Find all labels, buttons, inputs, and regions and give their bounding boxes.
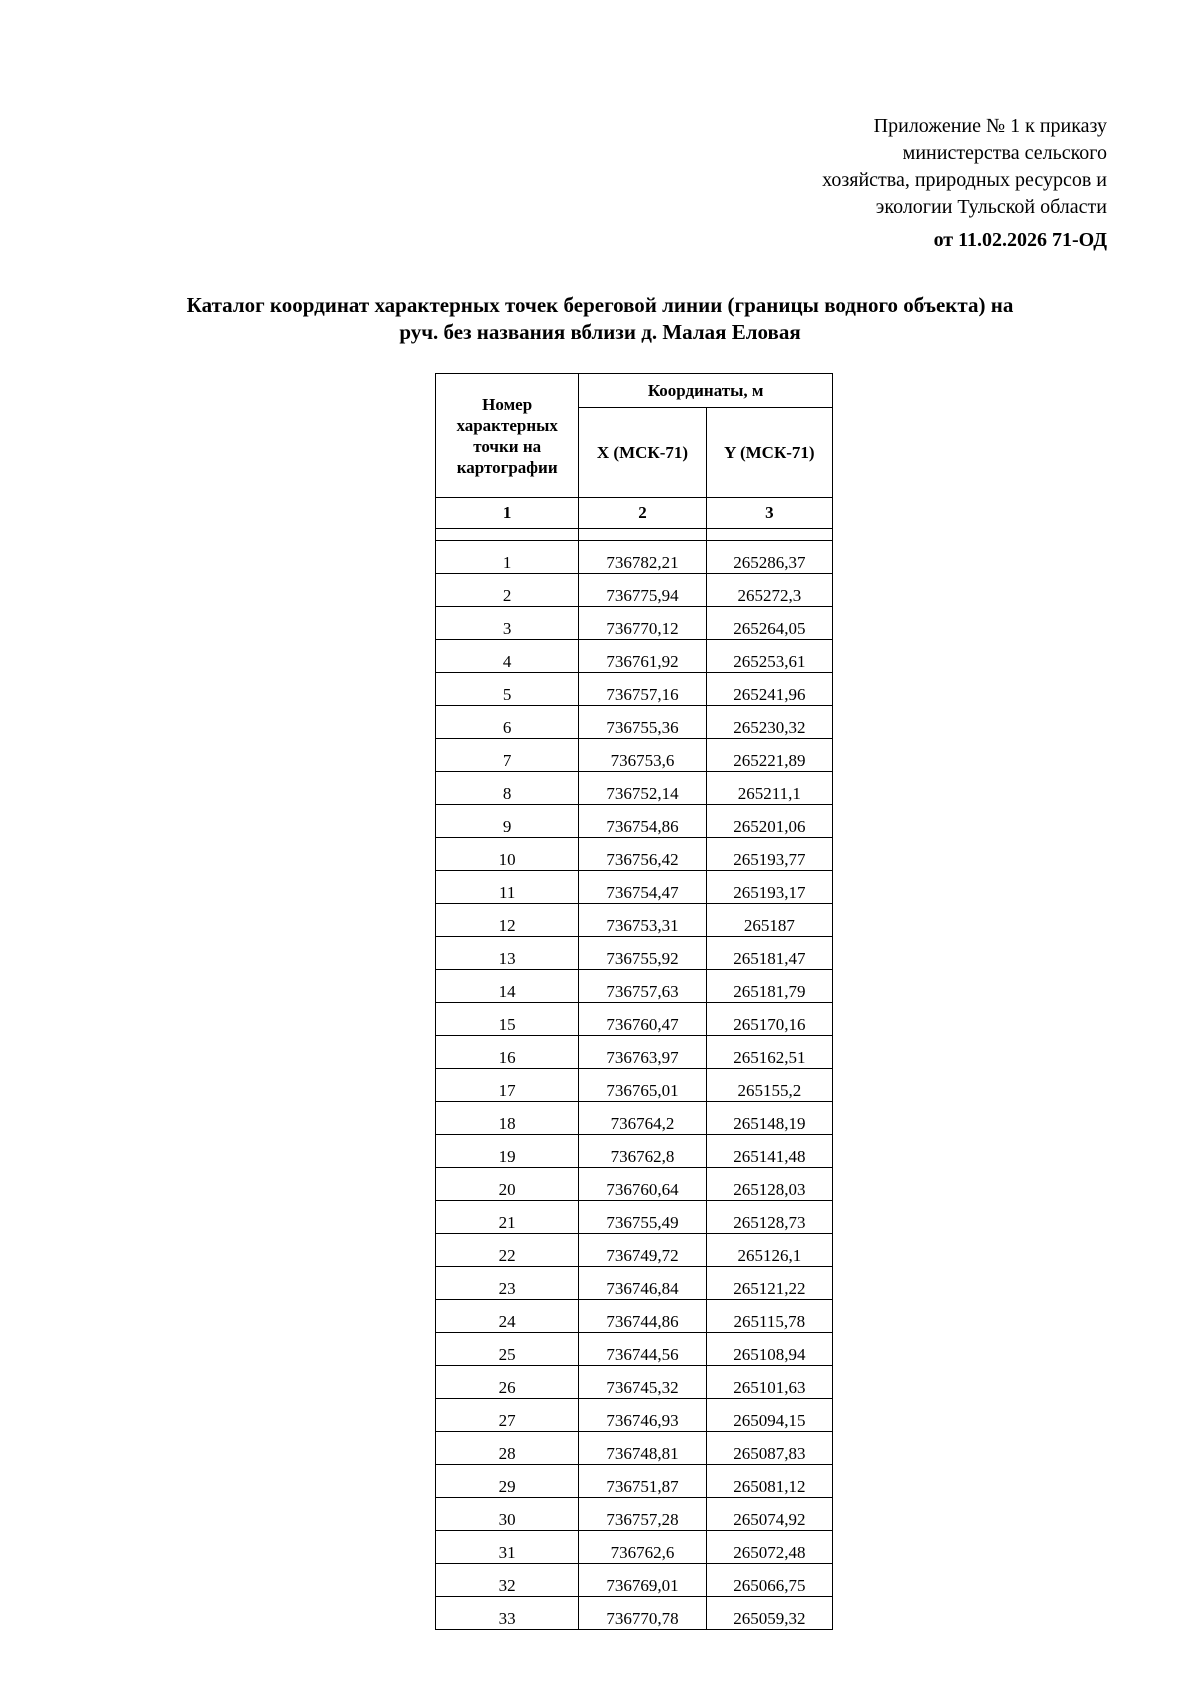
point-number-cell: 2 <box>436 574 579 607</box>
x-coordinate-cell: 736764,2 <box>579 1102 706 1135</box>
point-number-cell: 31 <box>436 1531 579 1564</box>
point-number-cell: 1 <box>436 541 579 574</box>
table-row <box>436 1003 833 1036</box>
x-coordinate-cell: 736757,16 <box>579 673 706 706</box>
point-number-cell: 10 <box>436 838 579 871</box>
y-coordinate-cell: 265162,51 <box>706 1036 832 1069</box>
x-coordinate-cell: 736745,32 <box>579 1366 706 1399</box>
point-number-cell: 30 <box>436 1498 579 1531</box>
header-point-number: Номер характерных точки на картографии <box>436 374 579 498</box>
table-row <box>436 838 833 871</box>
table-row <box>436 673 833 706</box>
appendix-block <box>687 113 1107 254</box>
y-coordinate-cell: 265101,63 <box>706 1366 832 1399</box>
table-row <box>436 1597 833 1630</box>
point-number-cell: 3 <box>436 607 579 640</box>
y-coordinate-cell: 265253,61 <box>706 640 832 673</box>
point-number-cell: 25 <box>436 1333 579 1366</box>
point-number-cell: 6 <box>436 706 579 739</box>
x-coordinate-cell: 736755,92 <box>579 937 706 970</box>
x-coordinate-cell: 736760,47 <box>579 1003 706 1036</box>
table-row <box>436 739 833 772</box>
y-coordinate-cell: 265241,96 <box>706 673 832 706</box>
x-coordinate-cell: 736761,92 <box>579 640 706 673</box>
y-coordinate-cell: 265181,79 <box>706 970 832 1003</box>
point-number-cell: 5 <box>436 673 579 706</box>
y-coordinate-cell: 265211,1 <box>706 772 832 805</box>
y-coordinate-cell: 265193,17 <box>706 871 832 904</box>
y-coordinate-cell: 265081,12 <box>706 1465 832 1498</box>
y-coordinate-cell: 265128,73 <box>706 1201 832 1234</box>
x-coordinate-cell: 736744,56 <box>579 1333 706 1366</box>
table-row <box>436 1135 833 1168</box>
y-coordinate-cell: 265087,83 <box>706 1432 832 1465</box>
x-coordinate-cell: 736755,36 <box>579 706 706 739</box>
y-coordinate-cell: 265066,75 <box>706 1564 832 1597</box>
appendix-line: Приложение № 1 к приказу <box>873 115 1107 137</box>
x-coordinate-cell: 736782,21 <box>579 541 706 574</box>
point-number-cell: 22 <box>436 1234 579 1267</box>
x-coordinate-cell: 736762,6 <box>579 1531 706 1564</box>
y-coordinate-cell: 265286,37 <box>706 541 832 574</box>
y-coordinate-cell: 265072,48 <box>706 1531 832 1564</box>
x-coordinate-cell: 736746,84 <box>579 1267 706 1300</box>
document-title-line-2: руч. без названия вблизи д. Малая Еловая <box>399 320 801 344</box>
table-row <box>436 1168 833 1201</box>
y-coordinate-cell: 265121,22 <box>706 1267 832 1300</box>
x-coordinate-cell: 736748,81 <box>579 1432 706 1465</box>
x-coordinate-cell: 736753,31 <box>579 904 706 937</box>
coordinates-table <box>435 373 833 1630</box>
table-row <box>436 904 833 937</box>
table-row <box>436 937 833 970</box>
x-coordinate-cell: 736746,93 <box>579 1399 706 1432</box>
point-number-cell: 12 <box>436 904 579 937</box>
order-number: от 11.02.2026 71-ОД <box>933 229 1107 251</box>
point-number-cell: 11 <box>436 871 579 904</box>
point-number-cell: 29 <box>436 1465 579 1498</box>
x-coordinate-cell: 736749,72 <box>579 1234 706 1267</box>
y-coordinate-cell: 265193,77 <box>706 838 832 871</box>
point-number-cell: 19 <box>436 1135 579 1168</box>
x-coordinate-cell: 736770,78 <box>579 1597 706 1630</box>
point-number-cell: 17 <box>436 1069 579 1102</box>
y-coordinate-cell: 265170,16 <box>706 1003 832 1036</box>
point-number-cell: 4 <box>436 640 579 673</box>
appendix-line: министерства сельского <box>902 142 1107 164</box>
x-coordinate-cell: 736752,14 <box>579 772 706 805</box>
table-row <box>436 1201 833 1234</box>
appendix-line: экологии Тульской области <box>875 196 1107 218</box>
x-coordinate-cell: 736751,87 <box>579 1465 706 1498</box>
x-coordinate-cell: 736762,8 <box>579 1135 706 1168</box>
y-coordinate-cell: 265141,48 <box>706 1135 832 1168</box>
x-coordinate-cell: 736775,94 <box>579 574 706 607</box>
x-coordinate-cell: 736769,01 <box>579 1564 706 1597</box>
point-number-cell: 15 <box>436 1003 579 1036</box>
table-row <box>436 1399 833 1432</box>
point-number-cell: 23 <box>436 1267 579 1300</box>
table-row <box>436 607 833 640</box>
point-number-cell: 24 <box>436 1300 579 1333</box>
point-number-cell: 13 <box>436 937 579 970</box>
table-row <box>436 1300 833 1333</box>
column-number: 1 <box>436 498 579 529</box>
y-coordinate-cell: 265148,19 <box>706 1102 832 1135</box>
spacer-row <box>436 529 833 541</box>
x-coordinate-cell: 736756,42 <box>579 838 706 871</box>
table-row <box>436 1036 833 1069</box>
x-coordinate-cell: 736754,47 <box>579 871 706 904</box>
x-coordinate-cell: 736763,97 <box>579 1036 706 1069</box>
appendix-line: хозяйства, природных ресурсов и <box>822 169 1107 191</box>
table-row <box>436 1102 833 1135</box>
table-row <box>436 541 833 574</box>
header-coordinates: Координаты, м <box>579 374 833 408</box>
y-coordinate-cell: 265108,94 <box>706 1333 832 1366</box>
y-coordinate-cell: 265221,89 <box>706 739 832 772</box>
point-number-cell: 9 <box>436 805 579 838</box>
y-coordinate-cell: 265074,92 <box>706 1498 832 1531</box>
point-number-cell: 33 <box>436 1597 579 1630</box>
x-coordinate-cell: 736754,86 <box>579 805 706 838</box>
y-coordinate-cell: 265201,06 <box>706 805 832 838</box>
x-coordinate-cell: 736760,64 <box>579 1168 706 1201</box>
y-coordinate-cell: 265115,78 <box>706 1300 832 1333</box>
x-coordinate-cell: 736757,28 <box>579 1498 706 1531</box>
table-row <box>436 772 833 805</box>
header-x: X (МСК-71) <box>579 408 706 498</box>
point-number-cell: 8 <box>436 772 579 805</box>
y-coordinate-cell: 265230,32 <box>706 706 832 739</box>
table-row <box>436 640 833 673</box>
column-number-row <box>436 498 833 529</box>
table-row <box>436 1564 833 1597</box>
y-coordinate-cell: 265181,47 <box>706 937 832 970</box>
point-number-cell: 27 <box>436 1399 579 1432</box>
y-coordinate-cell: 265094,15 <box>706 1399 832 1432</box>
document-title-line-1: Каталог координат характерных точек береговой линии (границы водного объекта) на <box>186 293 1014 317</box>
table-row <box>436 1333 833 1366</box>
table-row <box>436 970 833 1003</box>
document-title <box>130 292 1070 346</box>
table-row <box>436 1366 833 1399</box>
table-row <box>436 706 833 739</box>
table-row <box>436 1234 833 1267</box>
point-number-cell: 16 <box>436 1036 579 1069</box>
table-row <box>436 1267 833 1300</box>
spacer-cell <box>436 529 579 541</box>
table-row <box>436 1465 833 1498</box>
x-coordinate-cell: 736757,63 <box>579 970 706 1003</box>
y-coordinate-cell: 265155,2 <box>706 1069 832 1102</box>
y-coordinate-cell: 265187 <box>706 904 832 937</box>
point-number-cell: 26 <box>436 1366 579 1399</box>
point-number-cell: 14 <box>436 970 579 1003</box>
table-row <box>436 1498 833 1531</box>
y-coordinate-cell: 265126,1 <box>706 1234 832 1267</box>
table-body <box>436 541 833 1630</box>
point-number-cell: 18 <box>436 1102 579 1135</box>
x-coordinate-cell: 736744,86 <box>579 1300 706 1333</box>
spacer-cell <box>579 529 706 541</box>
table-row <box>436 574 833 607</box>
table-row <box>436 1432 833 1465</box>
column-number: 3 <box>706 498 832 529</box>
x-coordinate-cell: 736770,12 <box>579 607 706 640</box>
point-number-cell: 21 <box>436 1201 579 1234</box>
point-number-cell: 20 <box>436 1168 579 1201</box>
table-row <box>436 871 833 904</box>
point-number-cell: 7 <box>436 739 579 772</box>
column-number: 2 <box>579 498 706 529</box>
spacer-cell <box>706 529 832 541</box>
y-coordinate-cell: 265272,3 <box>706 574 832 607</box>
point-number-cell: 32 <box>436 1564 579 1597</box>
x-coordinate-cell: 736753,6 <box>579 739 706 772</box>
table-row <box>436 805 833 838</box>
y-coordinate-cell: 265128,03 <box>706 1168 832 1201</box>
table-row <box>436 1069 833 1102</box>
x-coordinate-cell: 736765,01 <box>579 1069 706 1102</box>
table-row <box>436 1531 833 1564</box>
y-coordinate-cell: 265059,32 <box>706 1597 832 1630</box>
x-coordinate-cell: 736755,49 <box>579 1201 706 1234</box>
point-number-cell: 28 <box>436 1432 579 1465</box>
header-y: Y (МСК-71) <box>706 408 832 498</box>
y-coordinate-cell: 265264,05 <box>706 607 832 640</box>
